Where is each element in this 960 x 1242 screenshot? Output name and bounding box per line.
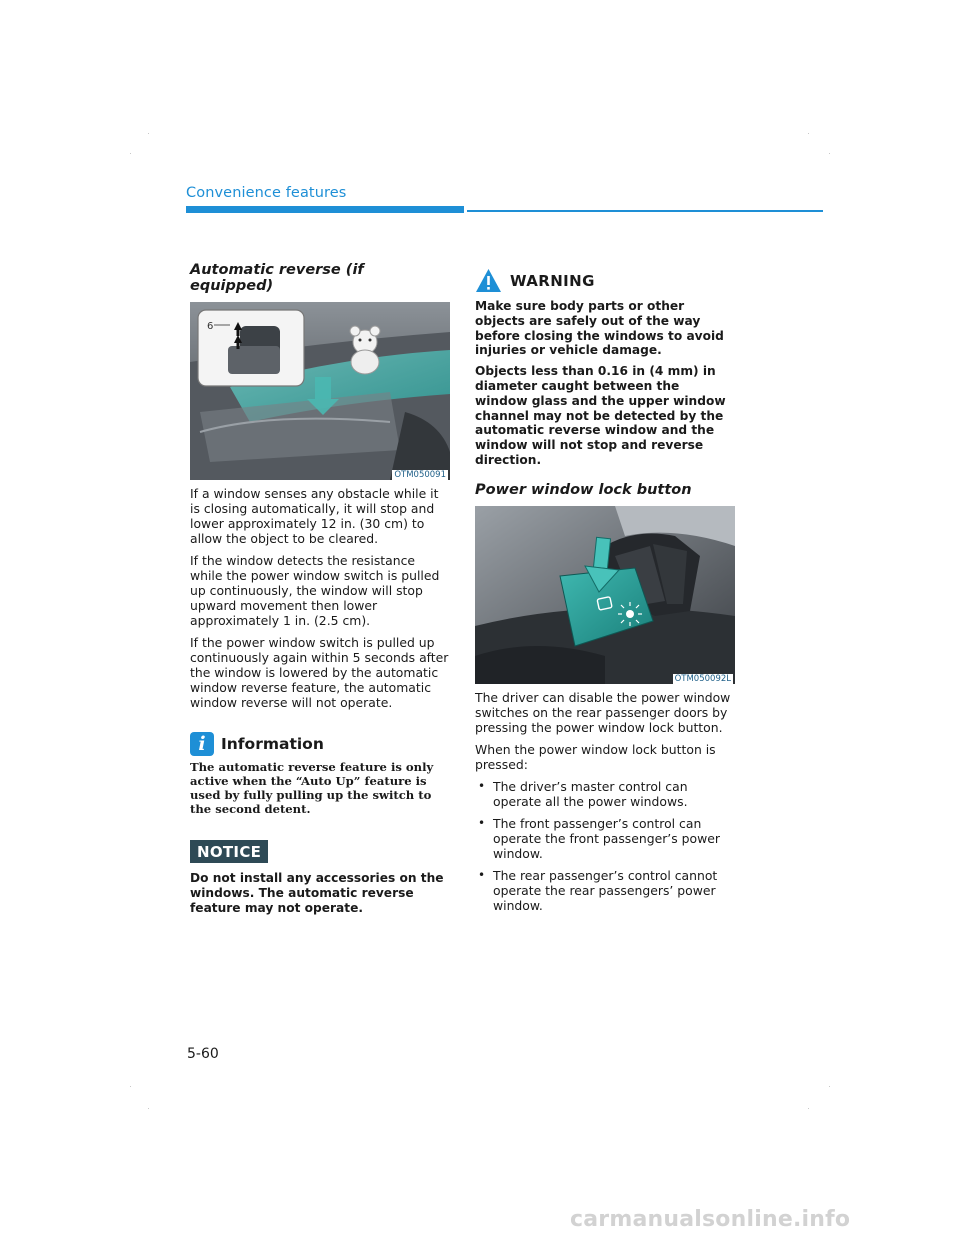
crop-mark (829, 153, 830, 154)
crop-mark (130, 153, 131, 154)
power-window-lock-heading: Power window lock button (475, 481, 692, 498)
header-rule-thick (186, 206, 464, 213)
information-header (190, 732, 450, 756)
power-window-lock-figure (475, 506, 735, 684)
information-icon: i (190, 732, 214, 756)
list-item (475, 868, 735, 913)
paragraph: When the power window lock button is pressed: (475, 741, 716, 772)
crop-mark (130, 1086, 131, 1087)
bullet-icon: • (478, 815, 486, 830)
header-rule-thin (467, 210, 823, 212)
list-item (475, 816, 735, 861)
list-item-text: The driver’s master control can operate all the power windows. (493, 778, 688, 809)
paragraph: If the power window switch is pulled up continuously again within 5 seconds after the window is lowered by the automatic window reverse feature, the automatic window reverse will not operate. (190, 635, 449, 710)
crop-mark (829, 1086, 830, 1087)
list-item-text: The rear passenger’s control cannot operate the rear passengers’ power window. (493, 867, 718, 913)
right-column (475, 268, 735, 920)
bullet-icon: • (478, 778, 486, 793)
warning-triangle-icon (475, 268, 502, 293)
left-column (190, 262, 450, 921)
crop-mark (148, 1108, 149, 1109)
svg-text:6: 6 (207, 321, 214, 332)
window-obstacle-illustration (190, 302, 450, 480)
automatic-reverse-figure (190, 302, 450, 480)
bullet-icon: • (478, 867, 486, 882)
figure-code: OTM050092L (674, 673, 731, 684)
notice-badge: NOTICE (190, 840, 268, 863)
figure-code: OTM050091 (394, 470, 446, 480)
warning-text: Objects less than 0.16 in (4 mm) in diameter caught between the window glass and the upper window channel may not be detected by the automatic reverse window and the window will not stop and reverse direction. (475, 364, 726, 467)
warning-text: Make sure body parts or other objects are safely out of the way before closing the windows to avoid injuries or vehicle damage. (475, 299, 724, 358)
crop-mark (148, 133, 149, 134)
section-title: Convenience features (186, 185, 347, 201)
notice-text: Do not install any accessories on the windows. The automatic reverse feature may not operate. (190, 871, 444, 915)
page-number: 5-60 (187, 1046, 219, 1062)
list-item-text: The front passenger’s control can operate the front passenger’s power window. (493, 815, 720, 861)
information-label: Information (221, 735, 324, 753)
lock-button-illustration (475, 506, 735, 684)
list-item (475, 779, 735, 809)
paragraph: If a window senses any obstacle while it is closing automatically, it will stop and lower approximately 12 in. (30 cm) to allow the object to be cleared. (190, 486, 439, 546)
bullet-list (475, 779, 735, 913)
information-text: The automatic reverse feature is only active when the “Auto Up” feature is used by fully pulling up the switch to the second detent. (190, 760, 434, 816)
paragraph: The driver can disable the power window switches on the rear passenger doors by pressing the power window lock button. (475, 689, 731, 735)
warning-header (475, 268, 735, 293)
crop-mark (808, 133, 809, 134)
switch-inset (198, 310, 304, 386)
warning-label: WARNING (510, 271, 595, 290)
paragraph: If the window detects the resistance while the power window switch is pulled up continuously, the window will stop upward movement then lower approximately 1 in. (2.5 cm). (190, 553, 440, 628)
watermark: carmanualsonline.info (570, 1207, 851, 1232)
automatic-reverse-heading: Automatic reverse (if equipped) (190, 262, 364, 294)
crop-mark (808, 1108, 809, 1109)
